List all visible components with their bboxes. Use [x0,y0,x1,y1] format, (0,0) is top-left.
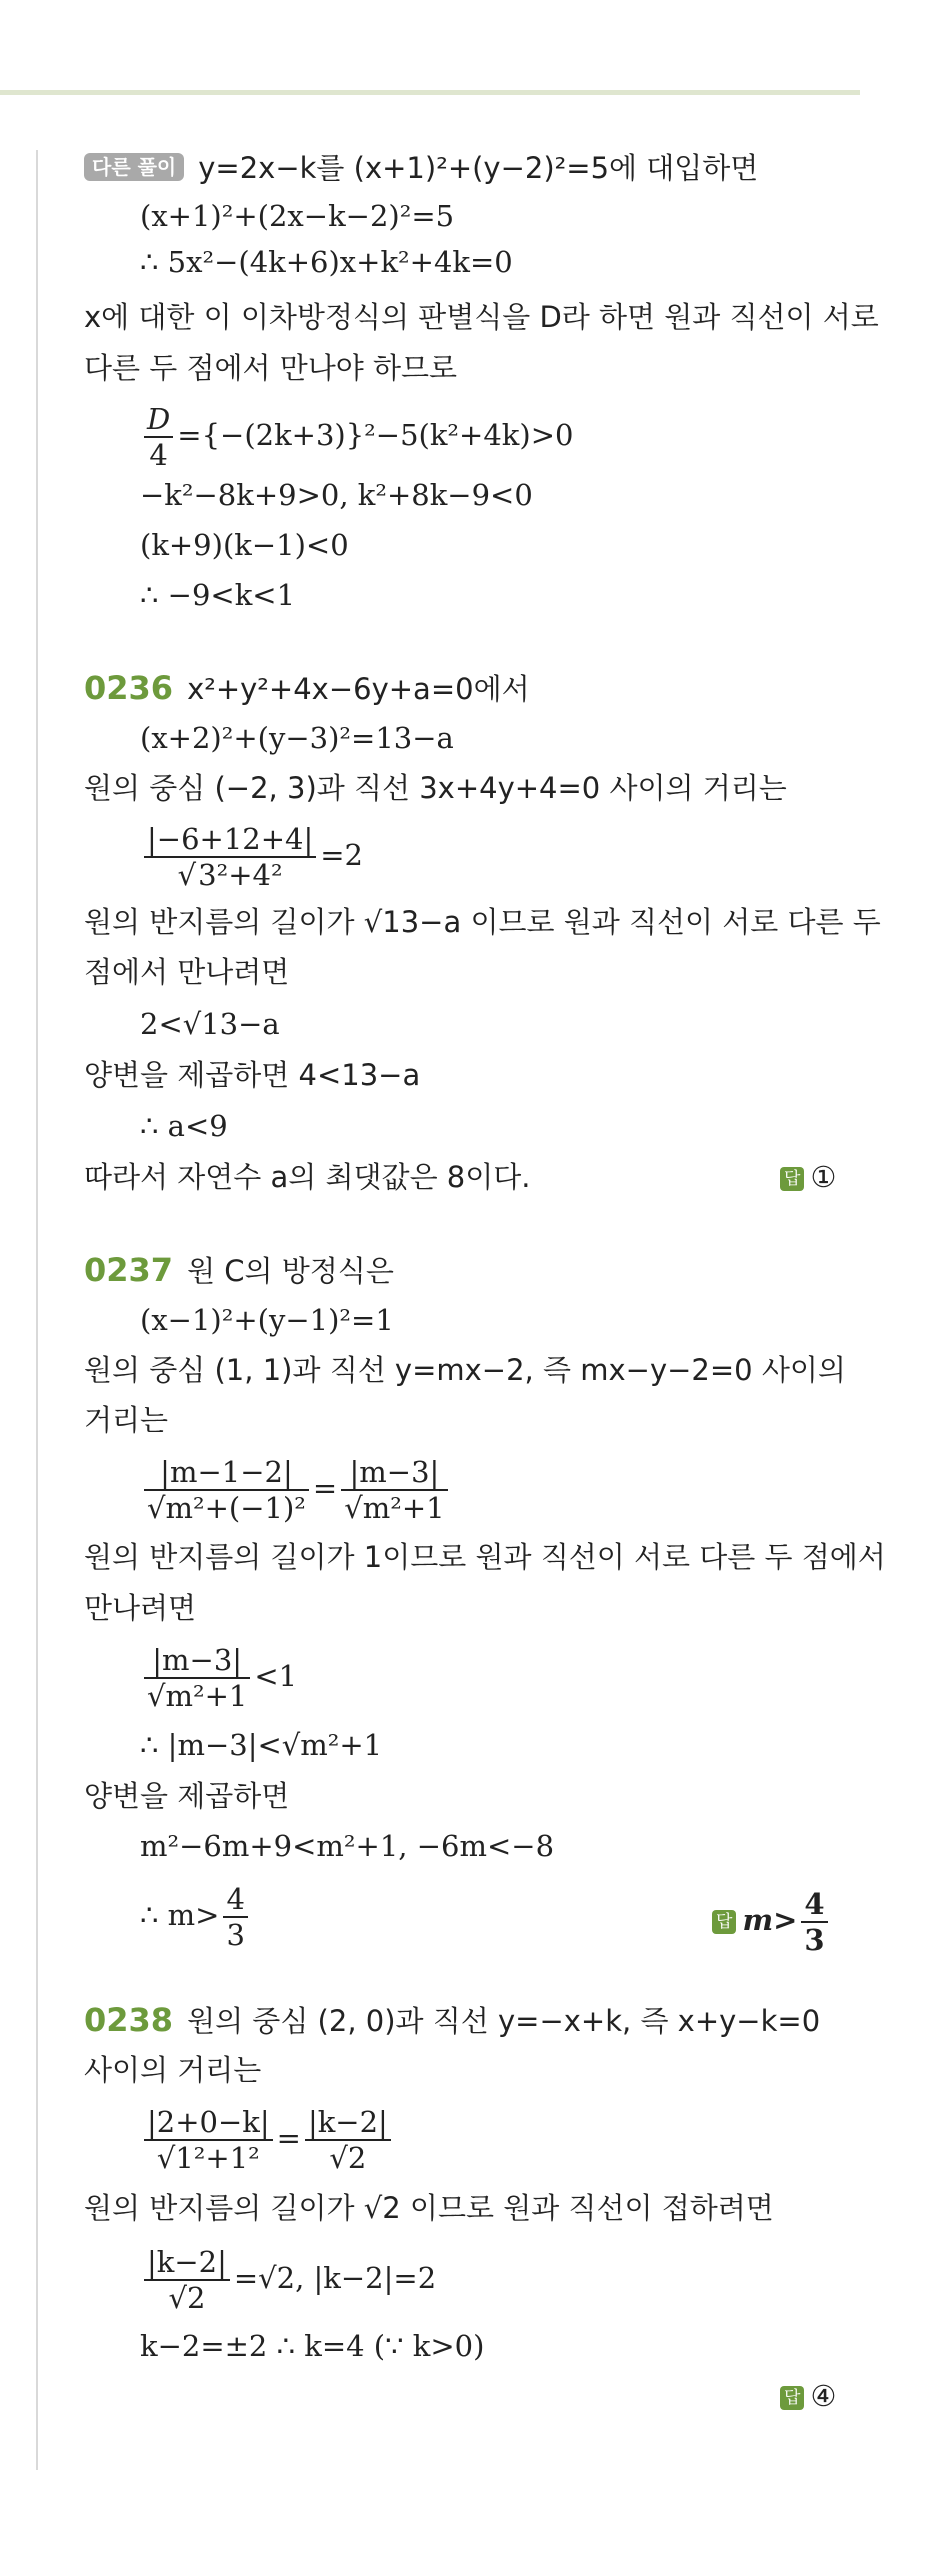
p237-answer: 답 m> $\frac{4}{3}$ [712,1882,832,1958]
fraction-d-over-4: $\frac{D}{4}$ [144,402,173,472]
p238-answer: 답 ④ [780,2376,836,2416]
problem-number: 0236 [84,669,174,707]
top-divider [0,90,860,95]
p238-line-5: $\frac{|k-2|}{√2}$ =√2, |k−2|=2 [140,2245,436,2315]
distance-fraction-1: $\frac{|m-1-2|}{\text{√m²+(−1)²}}$ [144,1455,309,1525]
p236-line-2: (x+2)²+(y−3)²=13−a [140,721,454,755]
p237-line-9: ∴ |m−3|<√m²+1 [140,1728,383,1762]
p236-line-5: 원의 반지름의 길이가 √13−a 이므로 원과 직선이 서로 다른 두 [84,905,881,939]
p236-line-7: 2<√13−a [140,1007,280,1041]
alt-line-4: x에 대한 이 이차방정식의 판별식을 D라 하면 원과 직선이 서로 [84,300,879,334]
left-margin-line [36,150,38,2470]
p237-line-11: m²−6m+9<m²+1, −6m<−8 [140,1829,555,1863]
p237-line-4: 거리는 [84,1403,169,1437]
problem-0238-header: 0238 원의 중심 (2, 0)과 직선 y=−x+k, 즉 x+y−k=0 [84,2001,821,2039]
p236-line-3: 원의 중심 (−2, 3)과 직선 3x+4y+4=0 사이의 거리는 [84,771,787,805]
problem-number: 0238 [84,2001,174,2039]
problem-number: 0237 [84,1251,174,1289]
p236-line-6: 점에서 만나려면 [84,955,290,989]
p237-line-7: 만나려면 [84,1591,197,1625]
alt-line-9: ∴ −9<k<1 [140,578,296,612]
problem-0237-header: 0237 원 C의 방정식은 [84,1251,394,1289]
alt-line-3: ∴ 5x²−(4k+6)x+k²+4k=0 [140,245,513,279]
p236-line-4: $\frac{|-6+12+4|}{\text{√3²+4²}}$ =2 [140,822,363,892]
p237-line-3: 원의 중심 (1, 1)과 직선 y=mx−2, 즉 mx−y−2=0 사이의 [84,1353,846,1387]
p237-line-5: $\frac{|m-1-2|}{\text{√m²+(−1)²}}$ = $\frac{|m-3|}{\text{√m²+1}}$ [140,1455,452,1525]
alt-line-2: (x+1)²+(2x−k−2)²=5 [140,199,455,233]
alt-line-7: −k²−8k+9>0, k²+8k−9<0 [140,478,533,512]
answer-label: 답 [780,1167,804,1191]
p238-line-4: 원의 반지름의 길이가 √2 이므로 원과 직선이 접하려면 [84,2191,774,2225]
p237-line-10: 양변을 제곱하면 [84,1779,290,1813]
answer-label: 답 [712,1910,736,1934]
p238-line-3: $\frac{|2+0-k|}{\text{√1²+1²}}$ = $\frac{|k-2|}{√2}$ [140,2105,395,2175]
p237-line-8: $\frac{|m-3|}{\text{√m²+1}}$ <1 [140,1643,297,1713]
p237-line-2: (x−1)²+(y−1)²=1 [140,1303,394,1337]
distance-fraction-1: $\frac{|2+0-k|}{\text{√1²+1²}}$ [144,2105,273,2175]
alt-solution-tag: 다른 풀이 [84,153,184,181]
p237-line-6: 원의 반지름의 길이가 1이므로 원과 직선이 서로 다른 두 점에서 [84,1540,886,1574]
p238-line-6: k−2=±2 ∴ k=4 (∵ k>0) [140,2329,485,2363]
problem-0236-header: 0236 x²+y²+4x−6y+a=0에서 [84,669,530,707]
p238-line-2: 사이의 거리는 [84,2053,262,2087]
p236-line-8: 양변을 제곱하면 4<13−a [84,1058,421,1092]
inequality-fraction: $\frac{|m-3|}{\text{√m²+1}}$ [144,1643,250,1713]
p236-line-9: ∴ a<9 [140,1109,228,1143]
distance-fraction-2: $\frac{|k-2|}{√2}$ [305,2105,391,2175]
p237-line-12: ∴ m> $\frac{4}{3}$ [140,1882,252,1952]
alt-line-5: 다른 두 점에서 만나야 하므로 [84,351,458,385]
distance-fraction-2: $\frac{|m-3|}{\text{√m²+1}}$ [341,1455,447,1525]
alt-solution-line-1: 다른 풀이 y=2x−k를 (x+1)²+(y−2)²=5에 대입하면 [84,148,758,188]
p236-line-10: 따라서 자연수 a의 최댓값은 8이다. [84,1160,531,1194]
p236-answer: 답 ① [780,1157,836,1197]
distance-fraction: $\frac{|-6+12+4|}{\text{√3²+4²}}$ [144,822,316,892]
answer-label: 답 [780,2386,804,2410]
alt-line-8: (k+9)(k−1)<0 [140,528,349,562]
result-fraction: $\frac{4}{3}$ [223,1882,247,1952]
tangent-fraction: $\frac{|k-2|}{√2}$ [144,2245,230,2315]
alt-line-6: $\frac{D}{4}$ ={−(2k+3)}²−5(k²+4k)>0 [140,402,573,472]
